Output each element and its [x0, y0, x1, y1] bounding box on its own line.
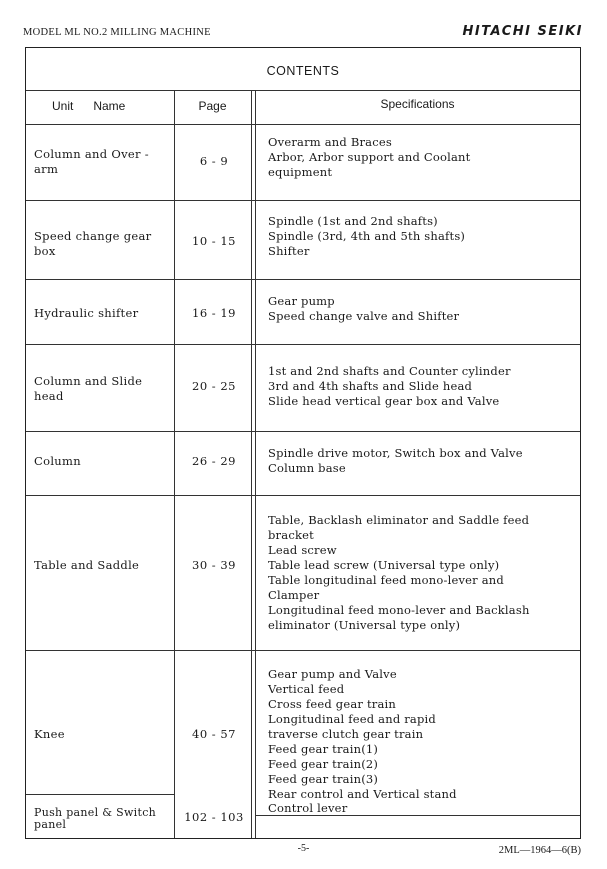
row-unit: Table and Saddle	[34, 558, 140, 572]
column-header-specs: Specifications	[380, 97, 455, 111]
divider	[26, 495, 580, 496]
row-specs: Spindle drive motor, Switch box and Valve Column base	[268, 446, 523, 475]
brand-logo: HITACHI SEIKI	[462, 24, 583, 39]
row-page: 6 - 9	[199, 154, 229, 168]
divider	[26, 794, 174, 795]
row-specs: Table, Backlash eliminator and Saddle feed bracket Lead screw Table lead screw (Universal type only) Table longitudinal feed mono-lever and Clamper Longitudinal feed mono-lever and Backlash eliminator (Universal type only)	[268, 513, 530, 632]
document-code: 2ML—1964—6(B)	[498, 845, 581, 856]
row-page: 40 - 57	[192, 727, 236, 741]
row-specs: Gear pump Speed change valve and Shifter	[268, 294, 460, 323]
page-number: -5-	[297, 843, 310, 854]
row-page: 10 - 15	[192, 234, 236, 248]
column-divider	[174, 90, 175, 838]
row-unit: Speed change gear box	[34, 229, 152, 258]
divider	[26, 90, 580, 91]
row-unit: Push panel & Switch panel	[34, 806, 157, 831]
row-page: 26 - 29	[192, 454, 236, 468]
column-header-unit: Unit Name	[52, 99, 126, 113]
row-page: 16 - 19	[192, 306, 236, 320]
divider	[26, 124, 580, 125]
row-unit: Column	[34, 454, 81, 468]
column-divider	[251, 90, 252, 838]
row-unit: Hydraulic shifter	[34, 306, 139, 320]
row-unit: Column and Over - arm	[34, 147, 149, 176]
row-specs: Control lever	[268, 801, 348, 815]
row-specs: 1st and 2nd shafts and Counter cylinder 3rd and 4th shafts and Slide head Slide head vertical gear box and Valve	[268, 364, 511, 408]
row-page: 20 - 25	[192, 379, 236, 393]
row-specs: Gear pump and Valve Vertical feed Cross feed gear train Longitudinal feed and rapid traverse clutch gear train Feed gear train(1) Feed gear train(2) Feed gear train(3) Rear control and Vertical stand	[268, 667, 457, 801]
row-specs: Overarm and Braces Arbor, Arbor support and Coolant equipment	[268, 135, 471, 179]
divider	[26, 344, 580, 345]
column-divider	[255, 90, 256, 838]
divider	[26, 279, 580, 280]
row-unit: Column and Slide head	[34, 374, 143, 403]
header-model-title: MODEL ML NO.2 MILLING MACHINE	[23, 27, 211, 38]
row-page: 102 - 103	[184, 810, 244, 824]
contents-title: CONTENTS	[266, 64, 340, 78]
divider	[26, 200, 580, 201]
divider	[26, 431, 580, 432]
contents-table	[25, 47, 581, 839]
row-unit: Knee	[34, 727, 65, 741]
row-page: 30 - 39	[192, 558, 236, 572]
divider	[26, 650, 580, 651]
row-specs: Spindle (1st and 2nd shafts) Spindle (3rd, 4th and 5th shafts) Shifter	[268, 214, 466, 258]
column-header-page: Page	[198, 99, 227, 113]
